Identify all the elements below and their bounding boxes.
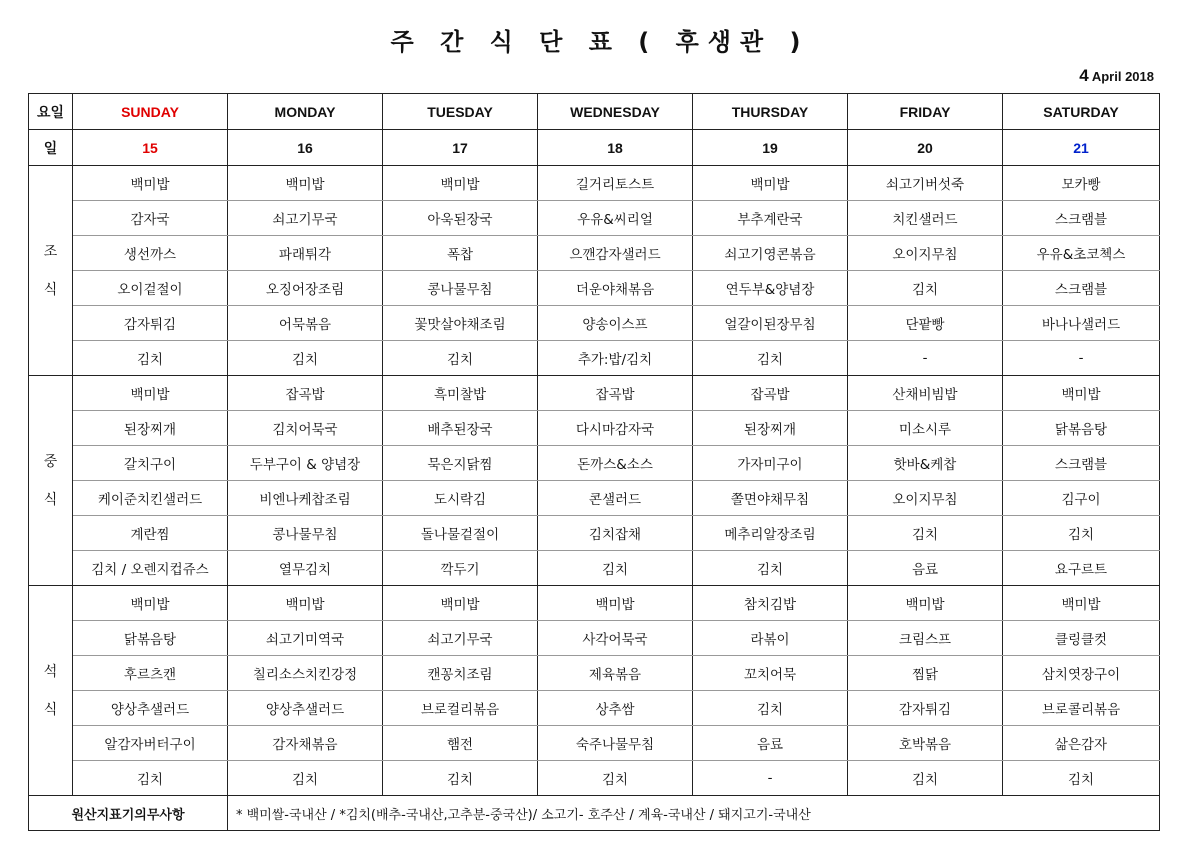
- menu-item-dinner-thursday: 김치: [693, 691, 848, 726]
- breakfast-label-line2: 식: [43, 281, 58, 298]
- menu-item-breakfast-saturday: 모카빵: [1003, 166, 1160, 201]
- menu-item-dinner-saturday: 클링클컷: [1003, 621, 1160, 656]
- menu-item-dinner-friday: 찜닭: [848, 656, 1003, 691]
- menu-item-dinner-friday: 감자튀김: [848, 691, 1003, 726]
- menu-item-breakfast-sunday: 김치: [73, 341, 228, 376]
- menu-item-breakfast-wednesday: 더운야채볶음: [538, 271, 693, 306]
- origin-note: * 백미쌀-국내산 / *김치(배추-국내산,고추분-중국산)/ 소고기- 호주산 / 계육-국내산 / 돼지고기-국내산: [228, 796, 1160, 831]
- menu-item-lunch-saturday: 닭볶음탕: [1003, 411, 1160, 446]
- lunch-row: [29, 376, 1160, 411]
- menu-item-breakfast-sunday: 감자튀김: [73, 306, 228, 341]
- menu-item-breakfast-saturday: 우유&초코첵스: [1003, 236, 1160, 271]
- menu-item-breakfast-wednesday: 으깬감자샐러드: [538, 236, 693, 271]
- menu-item-lunch-monday: 김치어묵국: [228, 411, 383, 446]
- menu-item-dinner-sunday: 양상추샐러드: [73, 691, 228, 726]
- dinner-label-line2: 식: [43, 701, 58, 718]
- menu-item-breakfast-thursday: 백미밥: [693, 166, 848, 201]
- date-header-row: [29, 130, 1160, 166]
- date-friday: 20: [848, 130, 1003, 166]
- lunch-row: [29, 411, 1160, 446]
- weekday-friday: FRIDAY: [848, 94, 1003, 130]
- breakfast-row: [29, 341, 1160, 376]
- date-tuesday: 17: [383, 130, 538, 166]
- dinner-row: [29, 621, 1160, 656]
- menu-item-lunch-sunday: 갈치구이: [73, 446, 228, 481]
- menu-item-dinner-wednesday: 상추쌈: [538, 691, 693, 726]
- menu-item-dinner-saturday: 백미밥: [1003, 586, 1160, 621]
- menu-item-breakfast-sunday: 백미밥: [73, 166, 228, 201]
- menu-item-dinner-thursday: 꼬치어묵: [693, 656, 848, 691]
- menu-item-dinner-friday: 호박볶음: [848, 726, 1003, 761]
- menu-item-breakfast-monday: 어묵볶음: [228, 306, 383, 341]
- menu-item-breakfast-sunday: 생선까스: [73, 236, 228, 271]
- menu-item-lunch-sunday: 케이준치킨샐러드: [73, 481, 228, 516]
- menu-item-lunch-saturday: 김치: [1003, 516, 1160, 551]
- date-day: 4: [1079, 66, 1089, 85]
- menu-item-breakfast-tuesday: 김치: [383, 341, 538, 376]
- dinner-row: [29, 586, 1160, 621]
- menu-item-dinner-thursday: -: [693, 761, 848, 796]
- lunch-row: [29, 551, 1160, 586]
- menu-item-lunch-thursday: 쫄면야채무침: [693, 481, 848, 516]
- menu-item-dinner-tuesday: 햄전: [383, 726, 538, 761]
- dinner-row: [29, 656, 1160, 691]
- menu-item-breakfast-saturday: 바나나샐러드: [1003, 306, 1160, 341]
- menu-item-breakfast-monday: 쇠고기무국: [228, 201, 383, 236]
- menu-item-lunch-friday: 음료: [848, 551, 1003, 586]
- menu-item-breakfast-monday: 오징어장조림: [228, 271, 383, 306]
- weekday-sunday: SUNDAY: [73, 94, 228, 130]
- menu-item-lunch-friday: 김치: [848, 516, 1003, 551]
- menu-item-lunch-tuesday: 돌나물겉절이: [383, 516, 538, 551]
- menu-item-lunch-wednesday: 콘샐러드: [538, 481, 693, 516]
- menu-item-lunch-sunday: 백미밥: [73, 376, 228, 411]
- menu-item-dinner-wednesday: 김치: [538, 761, 693, 796]
- menu-item-lunch-friday: 미소시루: [848, 411, 1003, 446]
- menu-item-dinner-saturday: 삼치엿장구이: [1003, 656, 1160, 691]
- menu-item-lunch-wednesday: 다시마감자국: [538, 411, 693, 446]
- menu-item-dinner-monday: 쇠고기미역국: [228, 621, 383, 656]
- date-wednesday: 18: [538, 130, 693, 166]
- dinner-row: [29, 691, 1160, 726]
- breakfast-row: [29, 236, 1160, 271]
- menu-item-breakfast-monday: 파래튀각: [228, 236, 383, 271]
- date-sunday: 15: [73, 130, 228, 166]
- menu-item-dinner-friday: 백미밥: [848, 586, 1003, 621]
- menu-item-dinner-saturday: 브로콜리볶음: [1003, 691, 1160, 726]
- menu-item-dinner-sunday: 김치: [73, 761, 228, 796]
- menu-item-breakfast-tuesday: 꽃맛살야채조림: [383, 306, 538, 341]
- menu-item-breakfast-tuesday: 아욱된장국: [383, 201, 538, 236]
- weekday-thursday: THURSDAY: [693, 94, 848, 130]
- menu-item-dinner-sunday: 백미밥: [73, 586, 228, 621]
- breakfast-row: [29, 201, 1160, 236]
- menu-item-lunch-sunday: 된장찌개: [73, 411, 228, 446]
- menu-item-dinner-tuesday: 브로컬리볶음: [383, 691, 538, 726]
- page-title: 주 간 식 단 표 ( 후생관 ): [390, 28, 810, 56]
- menu-item-breakfast-friday: 김치: [848, 271, 1003, 306]
- menu-item-breakfast-friday: 오이지무침: [848, 236, 1003, 271]
- menu-item-dinner-wednesday: 제육볶음: [538, 656, 693, 691]
- lunch-label-line2: 식: [43, 491, 58, 508]
- weekday-header-row: [29, 94, 1160, 130]
- menu-item-lunch-saturday: 백미밥: [1003, 376, 1160, 411]
- weekday-wednesday: WEDNESDAY: [538, 94, 693, 130]
- menu-item-lunch-wednesday: 돈까스&소스: [538, 446, 693, 481]
- dinner-label-line1: 석: [43, 663, 58, 680]
- menu-item-lunch-tuesday: 묵은지닭찜: [383, 446, 538, 481]
- breakfast-label: [29, 166, 73, 376]
- menu-item-lunch-thursday: 가자미구이: [693, 446, 848, 481]
- menu-item-breakfast-monday: 김치: [228, 341, 383, 376]
- breakfast-label-line1: 조: [43, 243, 58, 260]
- menu-item-breakfast-sunday: 오이겉절이: [73, 271, 228, 306]
- menu-item-breakfast-thursday: 김치: [693, 341, 848, 376]
- menu-item-lunch-friday: 핫바&케찹: [848, 446, 1003, 481]
- menu-item-lunch-saturday: 스크램블: [1003, 446, 1160, 481]
- menu-item-lunch-monday: 잡곡밥: [228, 376, 383, 411]
- lunch-row: [29, 516, 1160, 551]
- menu-item-lunch-thursday: 잡곡밥: [693, 376, 848, 411]
- weekday-monday: MONDAY: [228, 94, 383, 130]
- menu-item-dinner-friday: 김치: [848, 761, 1003, 796]
- menu-item-dinner-wednesday: 사각어묵국: [538, 621, 693, 656]
- menu-item-breakfast-thursday: 연두부&양념장: [693, 271, 848, 306]
- menu-item-dinner-saturday: 삶은감자: [1003, 726, 1160, 761]
- menu-item-dinner-sunday: 알감자버터구이: [73, 726, 228, 761]
- menu-item-lunch-thursday: 김치: [693, 551, 848, 586]
- menu-item-dinner-monday: 양상추샐러드: [228, 691, 383, 726]
- menu-item-lunch-monday: 열무김치: [228, 551, 383, 586]
- day-label: 요일: [29, 94, 73, 130]
- dinner-row: [29, 726, 1160, 761]
- menu-item-lunch-saturday: 요구르트: [1003, 551, 1160, 586]
- menu-item-dinner-monday: 감자채볶음: [228, 726, 383, 761]
- menu-item-breakfast-wednesday: 양송이스프: [538, 306, 693, 341]
- breakfast-row: [29, 306, 1160, 341]
- menu-item-breakfast-friday: 치킨샐러드: [848, 201, 1003, 236]
- menu-date: [1079, 66, 1154, 86]
- menu-item-breakfast-wednesday: 길거리토스트: [538, 166, 693, 201]
- menu-item-lunch-monday: 콩나물무침: [228, 516, 383, 551]
- weekly-menu-table: [28, 93, 1160, 831]
- date-saturday: 21: [1003, 130, 1160, 166]
- menu-item-breakfast-tuesday: 백미밥: [383, 166, 538, 201]
- lunch-label: [29, 376, 73, 586]
- menu-item-breakfast-wednesday: 추가:밥/김치: [538, 341, 693, 376]
- menu-item-dinner-thursday: 참치김밥: [693, 586, 848, 621]
- menu-item-lunch-wednesday: 잡곡밥: [538, 376, 693, 411]
- menu-item-dinner-sunday: 후르츠캔: [73, 656, 228, 691]
- dinner-label: [29, 586, 73, 796]
- menu-item-dinner-monday: 백미밥: [228, 586, 383, 621]
- menu-item-breakfast-sunday: 감자국: [73, 201, 228, 236]
- menu-item-lunch-friday: 산채비빔밥: [848, 376, 1003, 411]
- menu-item-lunch-saturday: 김구이: [1003, 481, 1160, 516]
- menu-item-lunch-tuesday: 도시락김: [383, 481, 538, 516]
- breakfast-row: [29, 271, 1160, 306]
- menu-item-breakfast-friday: -: [848, 341, 1003, 376]
- dinner-row: [29, 761, 1160, 796]
- menu-item-breakfast-friday: 쇠고기버섯죽: [848, 166, 1003, 201]
- menu-item-breakfast-thursday: 쇠고기영콘볶음: [693, 236, 848, 271]
- footer-row: [29, 796, 1160, 831]
- origin-label: 원산지표기의무사항: [29, 796, 228, 831]
- lunch-label-line1: 중: [43, 453, 58, 470]
- menu-item-lunch-friday: 오이지무침: [848, 481, 1003, 516]
- menu-item-breakfast-saturday: 스크램블: [1003, 271, 1160, 306]
- menu-item-lunch-tuesday: 배추된장국: [383, 411, 538, 446]
- menu-item-breakfast-tuesday: 폭찹: [383, 236, 538, 271]
- menu-item-dinner-monday: 김치: [228, 761, 383, 796]
- lunch-row: [29, 481, 1160, 516]
- menu-item-dinner-wednesday: 숙주나물무침: [538, 726, 693, 761]
- menu-item-lunch-sunday: 계란찜: [73, 516, 228, 551]
- menu-item-dinner-tuesday: 백미밥: [383, 586, 538, 621]
- menu-item-dinner-tuesday: 캔꽁치조림: [383, 656, 538, 691]
- date-label: 일: [29, 130, 73, 166]
- menu-item-dinner-thursday: 음료: [693, 726, 848, 761]
- menu-item-breakfast-monday: 백미밥: [228, 166, 383, 201]
- menu-item-breakfast-thursday: 부추계란국: [693, 201, 848, 236]
- menu-item-dinner-thursday: 라볶이: [693, 621, 848, 656]
- menu-item-dinner-tuesday: 김치: [383, 761, 538, 796]
- menu-item-lunch-monday: 비엔나케찹조림: [228, 481, 383, 516]
- lunch-row: [29, 446, 1160, 481]
- date-month-year: April 2018: [1088, 69, 1154, 84]
- menu-item-breakfast-thursday: 얼갈이된장무침: [693, 306, 848, 341]
- menu-item-dinner-wednesday: 백미밥: [538, 586, 693, 621]
- menu-item-lunch-wednesday: 김치잡채: [538, 516, 693, 551]
- menu-item-lunch-thursday: 된장찌개: [693, 411, 848, 446]
- menu-item-breakfast-wednesday: 우유&씨리얼: [538, 201, 693, 236]
- menu-item-breakfast-saturday: 스크램블: [1003, 201, 1160, 236]
- menu-item-dinner-friday: 크림스프: [848, 621, 1003, 656]
- menu-item-lunch-tuesday: 깍두기: [383, 551, 538, 586]
- menu-item-lunch-sunday: 김치 / 오렌지컵쥬스: [73, 551, 228, 586]
- date-thursday: 19: [693, 130, 848, 166]
- menu-item-dinner-saturday: 김치: [1003, 761, 1160, 796]
- menu-item-breakfast-saturday: -: [1003, 341, 1160, 376]
- menu-item-breakfast-tuesday: 콩나물무침: [383, 271, 538, 306]
- menu-item-lunch-monday: 두부구이 & 양념장: [228, 446, 383, 481]
- menu-item-lunch-tuesday: 흑미찰밥: [383, 376, 538, 411]
- date-monday: 16: [228, 130, 383, 166]
- menu-item-dinner-monday: 칠리소스치킨강정: [228, 656, 383, 691]
- weekday-tuesday: TUESDAY: [383, 94, 538, 130]
- menu-item-breakfast-friday: 단팥빵: [848, 306, 1003, 341]
- menu-item-dinner-tuesday: 쇠고기무국: [383, 621, 538, 656]
- menu-item-dinner-sunday: 닭볶음탕: [73, 621, 228, 656]
- menu-item-lunch-wednesday: 김치: [538, 551, 693, 586]
- breakfast-row: [29, 166, 1160, 201]
- weekday-saturday: SATURDAY: [1003, 94, 1160, 130]
- menu-item-lunch-thursday: 메추리알장조림: [693, 516, 848, 551]
